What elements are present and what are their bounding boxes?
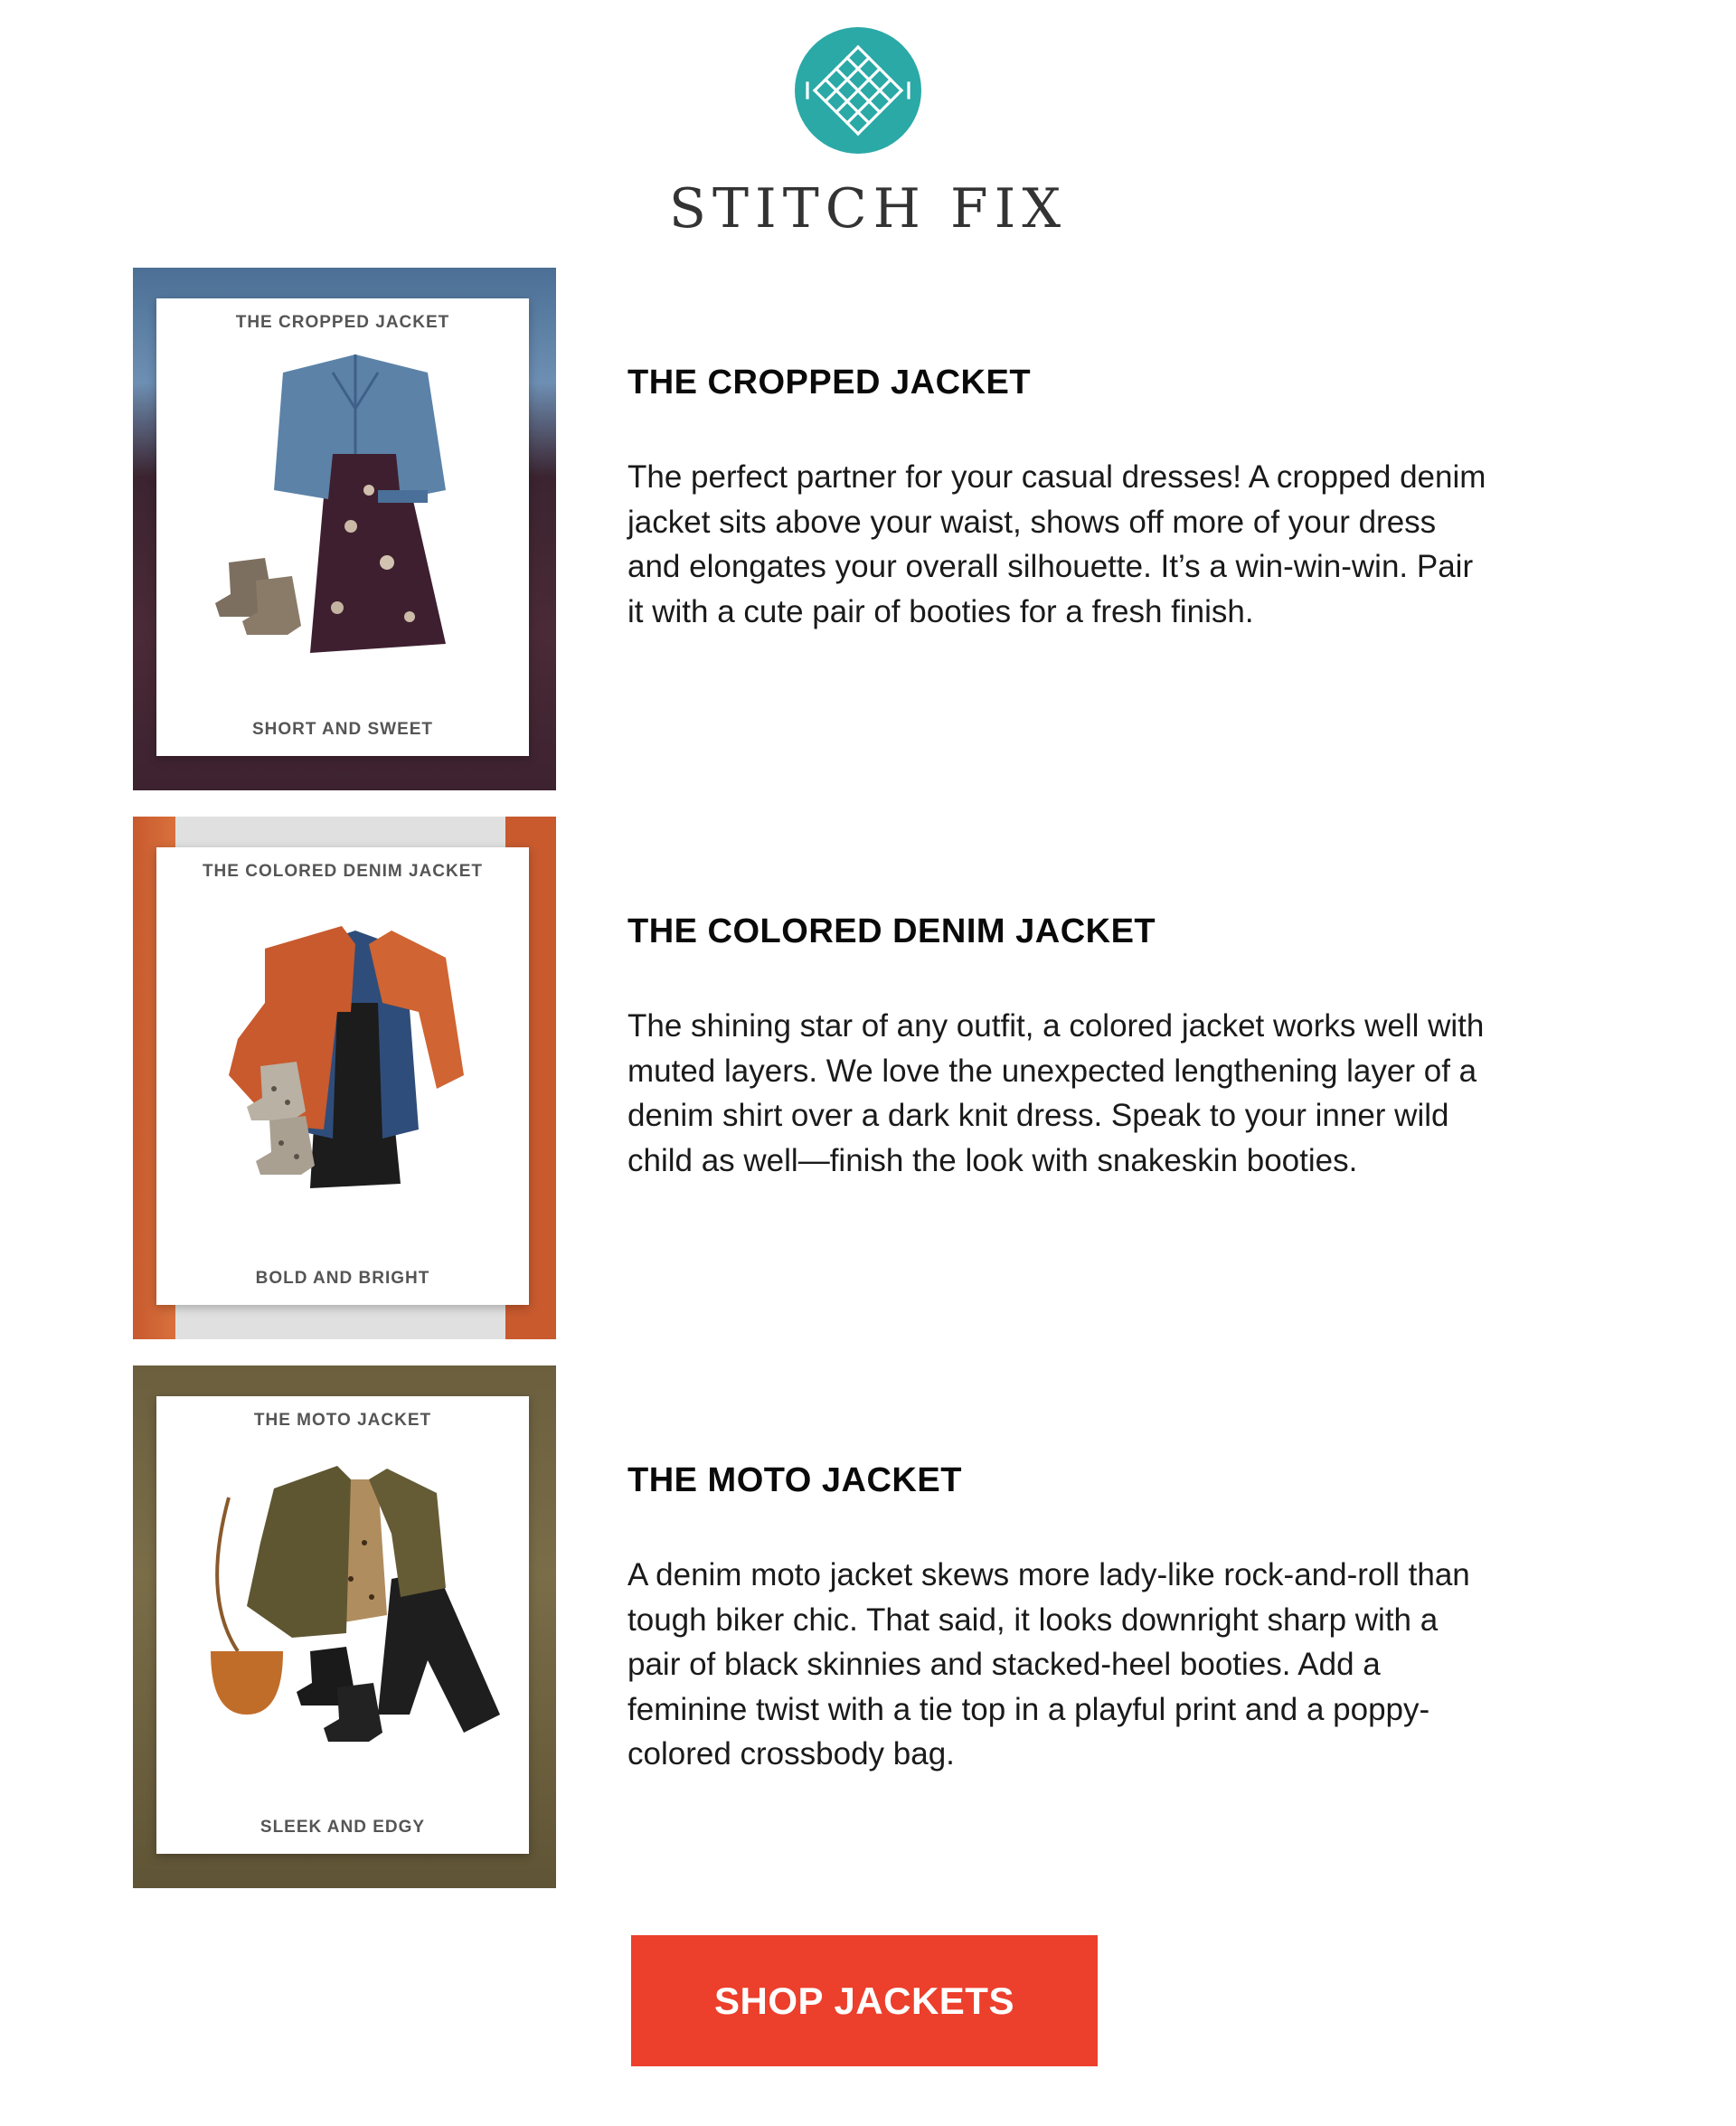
card-bottom-label: SHORT AND SWEET — [251, 720, 434, 739]
outfit-card — [156, 847, 529, 1305]
feature-title: THE CROPPED JACKET — [627, 364, 1032, 402]
feature-title: THE COLORED DENIM JACKET — [627, 912, 1156, 950]
feature-image[interactable] — [133, 1365, 556, 1888]
brand-name[interactable]: STITCH FIX — [668, 177, 1068, 241]
feature-description: The perfect partner for your casual dresses! A cropped denim jacket sits above your waist, shows off more of your dress and elongates your overall silhouette. It’s a win-win-win. Pair it with a cute pair of booties for a fresh finish. — [627, 459, 1486, 629]
feature-description: The shining star of any outfit, a colored jacket works well with muted layers. We love the unexpected lengthening layer of a denim shirt over a dark knit dress. Speak to your inner wild child as well—finish the look with snakeskin booties. — [627, 1008, 1485, 1178]
card-bottom-label: BOLD AND BRIGHT — [255, 1269, 430, 1288]
outfit-illustration — [175, 894, 511, 1249]
card-top-label: THE CROPPED JACKET — [235, 313, 450, 332]
shop-jackets-button[interactable]: SHOP JACKETS — [631, 1935, 1098, 2066]
feature-moto-jacket — [0, 1365, 1736, 1890]
feature-description: A denim moto jacket skews more lady-like rock-and-roll than tough biker chic. That said, it looks downright sharp with a pair of black skinnies and stacked-heel booties. Add a feminine twist with a tie top in a playful print and a poppy-colored crossbody bag. — [627, 1557, 1470, 1772]
outfit-card — [156, 1396, 529, 1854]
feature-image[interactable] — [133, 268, 556, 790]
feature-cropped-jacket — [0, 268, 1736, 792]
outfit-illustration — [175, 1443, 511, 1798]
card-top-label: THE COLORED DENIM JACKET — [202, 862, 484, 881]
outfit-illustration — [175, 345, 511, 700]
feature-title: THE MOTO JACKET — [627, 1461, 962, 1499]
outfit-card — [156, 298, 529, 756]
card-bottom-label: SLEEK AND EDGY — [259, 1818, 426, 1837]
stitch-fix-logo-icon[interactable] — [795, 27, 921, 154]
card-top-label: THE MOTO JACKET — [253, 1411, 432, 1430]
feature-image[interactable] — [133, 817, 556, 1339]
feature-colored-denim-jacket — [0, 817, 1736, 1341]
